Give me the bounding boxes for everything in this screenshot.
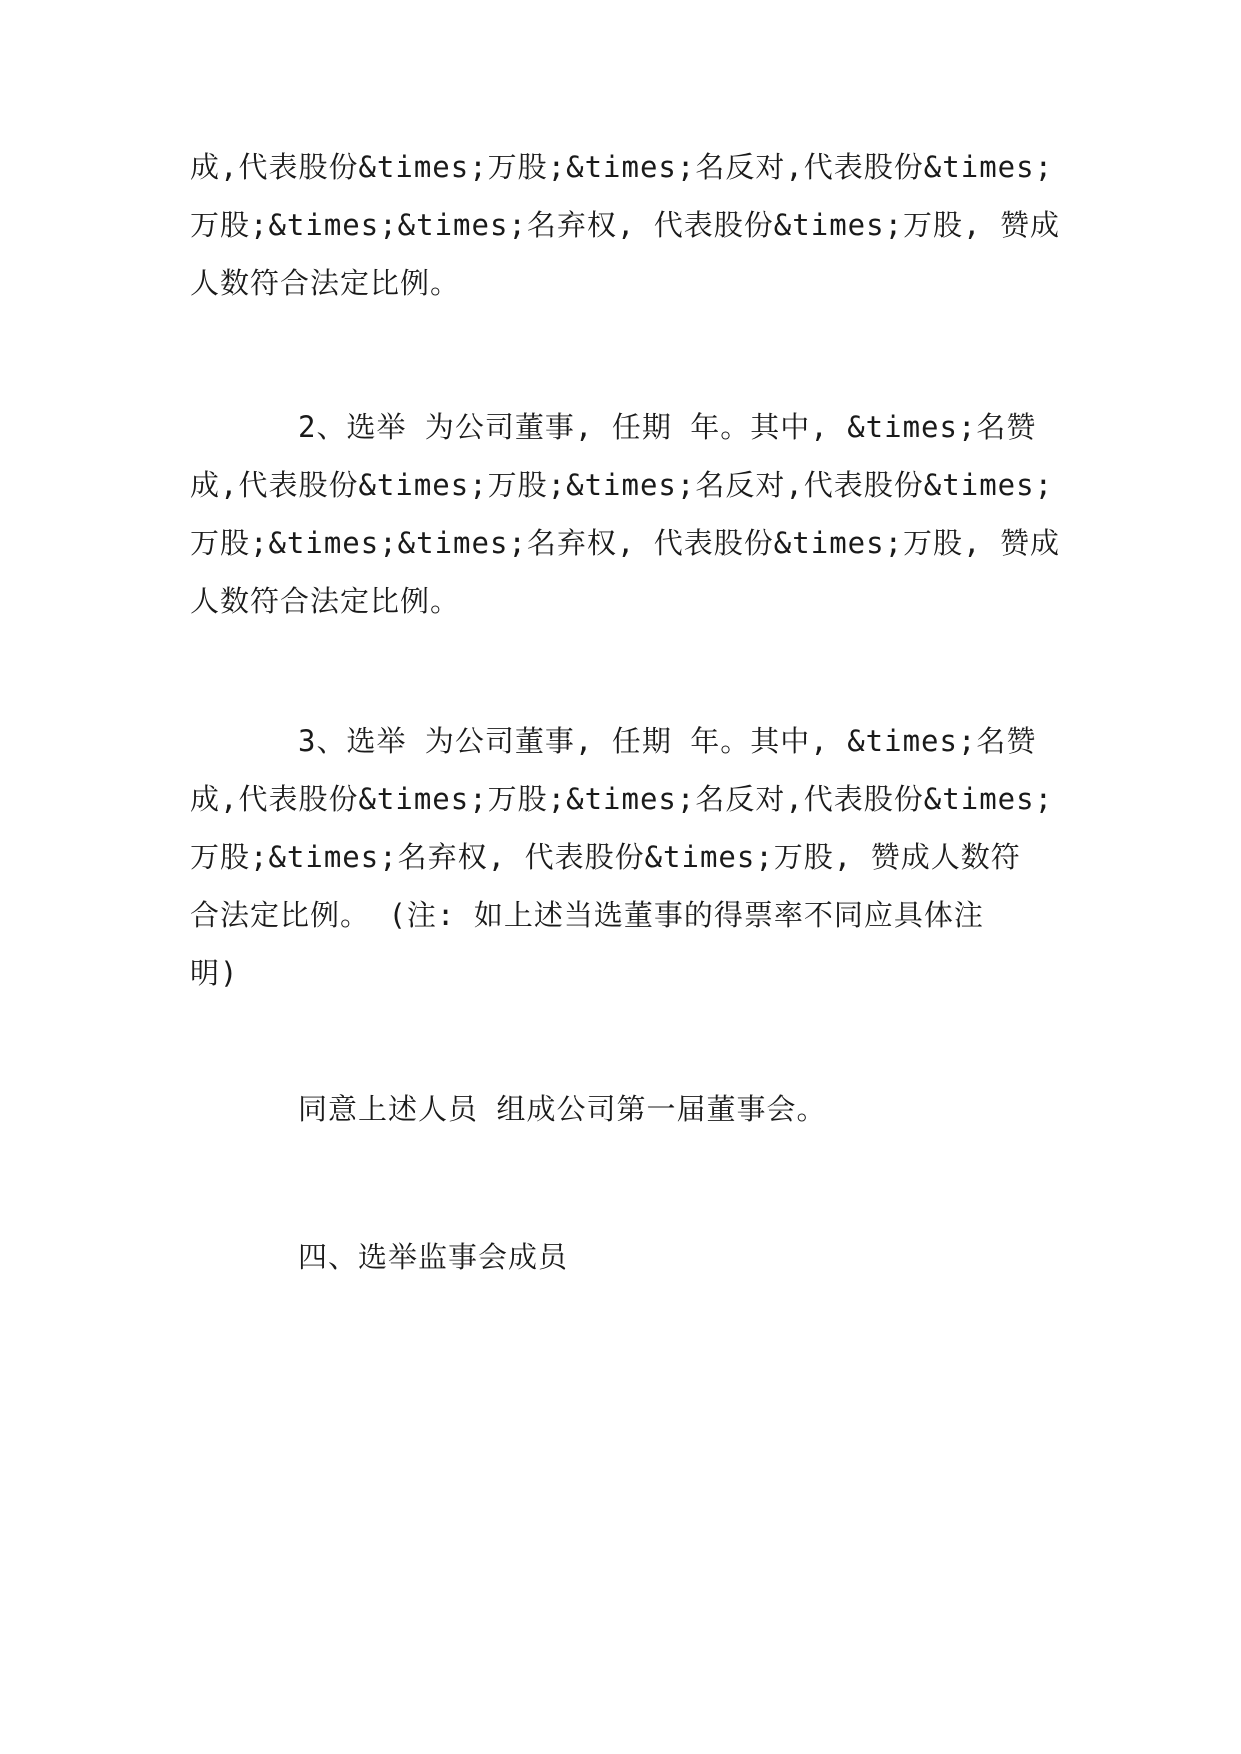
paragraph-1-continuation: [190, 138, 1070, 312]
section-heading: [190, 1228, 1070, 1286]
heading-text: 四、选举监事会成员: [298, 1240, 569, 1274]
text-line: 合法定比例。 (注: 如上述当选董事的得票率不同应具体注: [190, 898, 984, 932]
text-line: 人数符合法定比例。: [190, 266, 461, 300]
text-line: 明): [190, 956, 239, 990]
text-line: 万股;&times;&times;名弃权, 代表股份&times;万股, 赞成: [190, 208, 1060, 242]
text-line: 2、选举 为公司董事, 任期 年。其中, &times;名赞: [298, 410, 1037, 444]
text-line: 万股;&times;名弃权, 代表股份&times;万股, 赞成人数符: [190, 840, 1021, 874]
text-line: 成,代表股份&times;万股;&times;名反对,代表股份&times;: [190, 468, 1054, 502]
text-line: 同意上述人员 组成公司第一届董事会。: [298, 1092, 827, 1126]
text-line: 成,代表股份&times;万股;&times;名反对,代表股份&times;: [190, 782, 1054, 816]
paragraph-2: [190, 398, 1070, 630]
text-line: 成,代表股份&times;万股;&times;名反对,代表股份&times;: [190, 150, 1054, 184]
paragraph-4: [190, 1080, 1070, 1138]
text-line: 人数符合法定比例。: [190, 584, 461, 618]
paragraph-3: [190, 712, 1070, 1002]
text-line: 万股;&times;&times;名弃权, 代表股份&times;万股, 赞成: [190, 526, 1060, 560]
text-line: 3、选举 为公司董事, 任期 年。其中, &times;名赞: [298, 724, 1037, 758]
